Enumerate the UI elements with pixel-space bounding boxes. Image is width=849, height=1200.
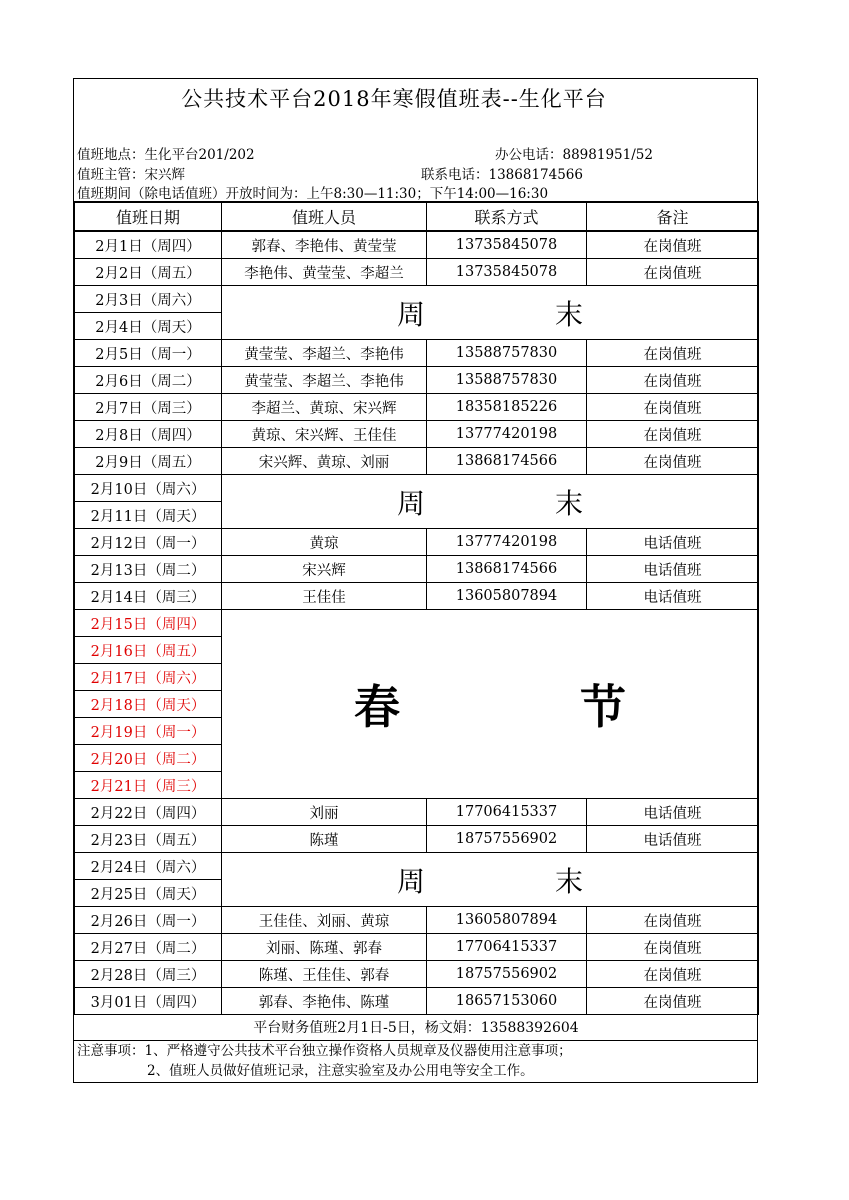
row-note: 电话值班 xyxy=(587,529,759,556)
duty-table xyxy=(74,201,759,1015)
table-row xyxy=(75,988,759,1015)
header-date: 值班日期 xyxy=(75,202,222,231)
row-date: 2月13日（周二） xyxy=(75,556,222,583)
row-note: 在岗值班 xyxy=(587,394,759,421)
table-row xyxy=(75,286,759,313)
notes-section xyxy=(74,1040,758,1085)
row-phone: 13588757830 xyxy=(427,367,587,394)
table-row xyxy=(75,799,759,826)
row-phone: 17706415337 xyxy=(427,799,587,826)
table-row xyxy=(75,340,759,367)
opening-hours: 值班期间（除电话值班）开放时间为：上午8:30—11:30；下午14:00—16:30 xyxy=(77,186,549,202)
row-note: 在岗值班 xyxy=(587,934,759,961)
table-row xyxy=(75,475,759,502)
row-date-holiday: 2月20日（周二） xyxy=(75,745,222,772)
row-note: 在岗值班 xyxy=(587,907,759,934)
row-date: 2月6日（周二） xyxy=(75,367,222,394)
row-phone: 18657153060 xyxy=(427,988,587,1015)
table-row xyxy=(75,826,759,853)
table-row xyxy=(75,853,759,880)
weekend-char-1: 周 xyxy=(396,864,425,898)
row-date: 2月24日（周六） xyxy=(75,853,222,880)
row-date: 2月12日（周一） xyxy=(75,529,222,556)
header-contact: 联系方式 xyxy=(427,202,587,231)
row-phone: 13777420198 xyxy=(427,529,587,556)
weekend-cell xyxy=(222,475,759,529)
weekend-cell xyxy=(222,853,759,907)
page-title: 公共技术平台2018年寒假值班表--生化平台 xyxy=(181,87,607,111)
row-staff: 刘丽 xyxy=(222,799,427,826)
row-phone: 13868174566 xyxy=(427,556,587,583)
table-row xyxy=(75,448,759,475)
table-row xyxy=(75,231,759,259)
row-date: 2月7日（周三） xyxy=(75,394,222,421)
row-staff: 王佳佳 xyxy=(222,583,427,610)
weekend-char-1: 周 xyxy=(396,486,425,520)
row-staff: 黄琼 xyxy=(222,529,427,556)
table-row xyxy=(75,934,759,961)
row-phone: 13588757830 xyxy=(427,340,587,367)
row-date-holiday: 2月15日（周四） xyxy=(75,610,222,637)
row-date: 2月23日（周五） xyxy=(75,826,222,853)
row-note: 在岗值班 xyxy=(587,259,759,286)
spring-char-2: 节 xyxy=(580,680,626,734)
row-date: 2月4日（周天） xyxy=(75,313,222,340)
note-line-2: 2、值班人员做好值班记录，注意实验室及办公用电等安全工作。 xyxy=(147,1063,534,1079)
row-note: 电话值班 xyxy=(587,556,759,583)
weekend-char-2: 末 xyxy=(555,297,584,331)
row-date: 2月28日（周三） xyxy=(75,961,222,988)
row-date: 2月1日（周四） xyxy=(75,231,222,259)
row-phone: 13735845078 xyxy=(427,259,587,286)
row-staff: 陈瑾 xyxy=(222,826,427,853)
row-phone: 13777420198 xyxy=(427,421,587,448)
table-row xyxy=(75,610,759,637)
table-row xyxy=(75,556,759,583)
table-row xyxy=(75,394,759,421)
weekend-char-2: 末 xyxy=(555,486,584,520)
header-note: 备注 xyxy=(587,202,759,231)
row-note: 电话值班 xyxy=(587,799,759,826)
row-staff: 陈瑾、王佳佳、郭春 xyxy=(222,961,427,988)
row-date-holiday: 2月16日（周五） xyxy=(75,637,222,664)
table-row xyxy=(75,529,759,556)
note-line-1: 注意事项：1、严格遵守公共技术平台独立操作资格人员规章及仪器使用注意事项； xyxy=(77,1043,572,1059)
table-row xyxy=(75,367,759,394)
weekend-cell xyxy=(222,286,759,340)
office-phone: 办公电话：88981951/52 xyxy=(495,147,653,163)
row-note: 在岗值班 xyxy=(587,340,759,367)
row-note: 电话值班 xyxy=(587,583,759,610)
table-row xyxy=(75,961,759,988)
row-staff: 宋兴辉、黄琼、刘丽 xyxy=(222,448,427,475)
row-note: 在岗值班 xyxy=(587,988,759,1015)
row-date: 2月2日（周五） xyxy=(75,259,222,286)
table-row xyxy=(75,583,759,610)
contact-phone: 联系电话：13868174566 xyxy=(421,167,583,183)
spring-char-1: 春 xyxy=(354,680,400,734)
row-date: 2月27日（周二） xyxy=(75,934,222,961)
row-phone: 17706415337 xyxy=(427,934,587,961)
row-note: 在岗值班 xyxy=(587,231,759,259)
table-row xyxy=(75,259,759,286)
row-date: 2月11日（周天） xyxy=(75,502,222,529)
row-staff: 黄莹莹、李超兰、李艳伟 xyxy=(222,340,427,367)
duty-schedule-sheet xyxy=(73,78,758,1083)
row-date: 2月3日（周六） xyxy=(75,286,222,313)
table-header-row xyxy=(75,202,759,231)
row-staff: 黄琼、宋兴辉、王佳佳 xyxy=(222,421,427,448)
row-date: 3月01日（周四） xyxy=(75,988,222,1015)
row-phone: 13735845078 xyxy=(427,231,587,259)
row-date: 2月8日（周四） xyxy=(75,421,222,448)
row-date: 2月9日（周五） xyxy=(75,448,222,475)
header-staff: 值班人员 xyxy=(222,202,427,231)
row-staff: 李超兰、黄琼、宋兴辉 xyxy=(222,394,427,421)
duty-supervisor: 值班主管：宋兴辉 xyxy=(77,167,185,183)
row-date-holiday: 2月17日（周六） xyxy=(75,664,222,691)
row-staff: 李艳伟、黄莹莹、李超兰 xyxy=(222,259,427,286)
row-phone: 18757556902 xyxy=(427,961,587,988)
row-date: 2月5日（周一） xyxy=(75,340,222,367)
row-staff: 刘丽、陈瑾、郭春 xyxy=(222,934,427,961)
table-row xyxy=(75,421,759,448)
row-date-holiday: 2月19日（周一） xyxy=(75,718,222,745)
row-note: 在岗值班 xyxy=(587,421,759,448)
row-phone: 13868174566 xyxy=(427,448,587,475)
row-phone: 18358185226 xyxy=(427,394,587,421)
row-date: 2月26日（周一） xyxy=(75,907,222,934)
duty-location: 值班地点：生化平台201/202 xyxy=(77,147,255,163)
row-note: 电话值班 xyxy=(587,826,759,853)
weekend-char-2: 末 xyxy=(555,864,584,898)
row-staff: 郭春、李艳伟、黄莹莹 xyxy=(222,231,427,259)
row-date: 2月25日（周天） xyxy=(75,880,222,907)
row-phone: 18757556902 xyxy=(427,826,587,853)
row-staff: 郭春、李艳伟、陈瑾 xyxy=(222,988,427,1015)
row-note: 在岗值班 xyxy=(587,367,759,394)
row-staff: 黄莹莹、李超兰、李艳伟 xyxy=(222,367,427,394)
row-note: 在岗值班 xyxy=(587,961,759,988)
row-staff: 王佳佳、刘丽、黄琼 xyxy=(222,907,427,934)
row-date-holiday: 2月18日（周天） xyxy=(75,691,222,718)
weekend-char-1: 周 xyxy=(396,297,425,331)
row-note: 在岗值班 xyxy=(587,448,759,475)
row-date: 2月22日（周四） xyxy=(75,799,222,826)
row-date-holiday: 2月21日（周三） xyxy=(75,772,222,799)
spring-festival-cell xyxy=(222,610,759,799)
row-date: 2月14日（周三） xyxy=(75,583,222,610)
finance-duty-line: 平台财务值班2月1日-5日，杨文娟：13588392604 xyxy=(74,1014,758,1041)
row-phone: 13605807894 xyxy=(427,907,587,934)
row-staff: 宋兴辉 xyxy=(222,556,427,583)
row-phone: 13605807894 xyxy=(427,583,587,610)
row-date: 2月10日（周六） xyxy=(75,475,222,502)
table-row xyxy=(75,907,759,934)
